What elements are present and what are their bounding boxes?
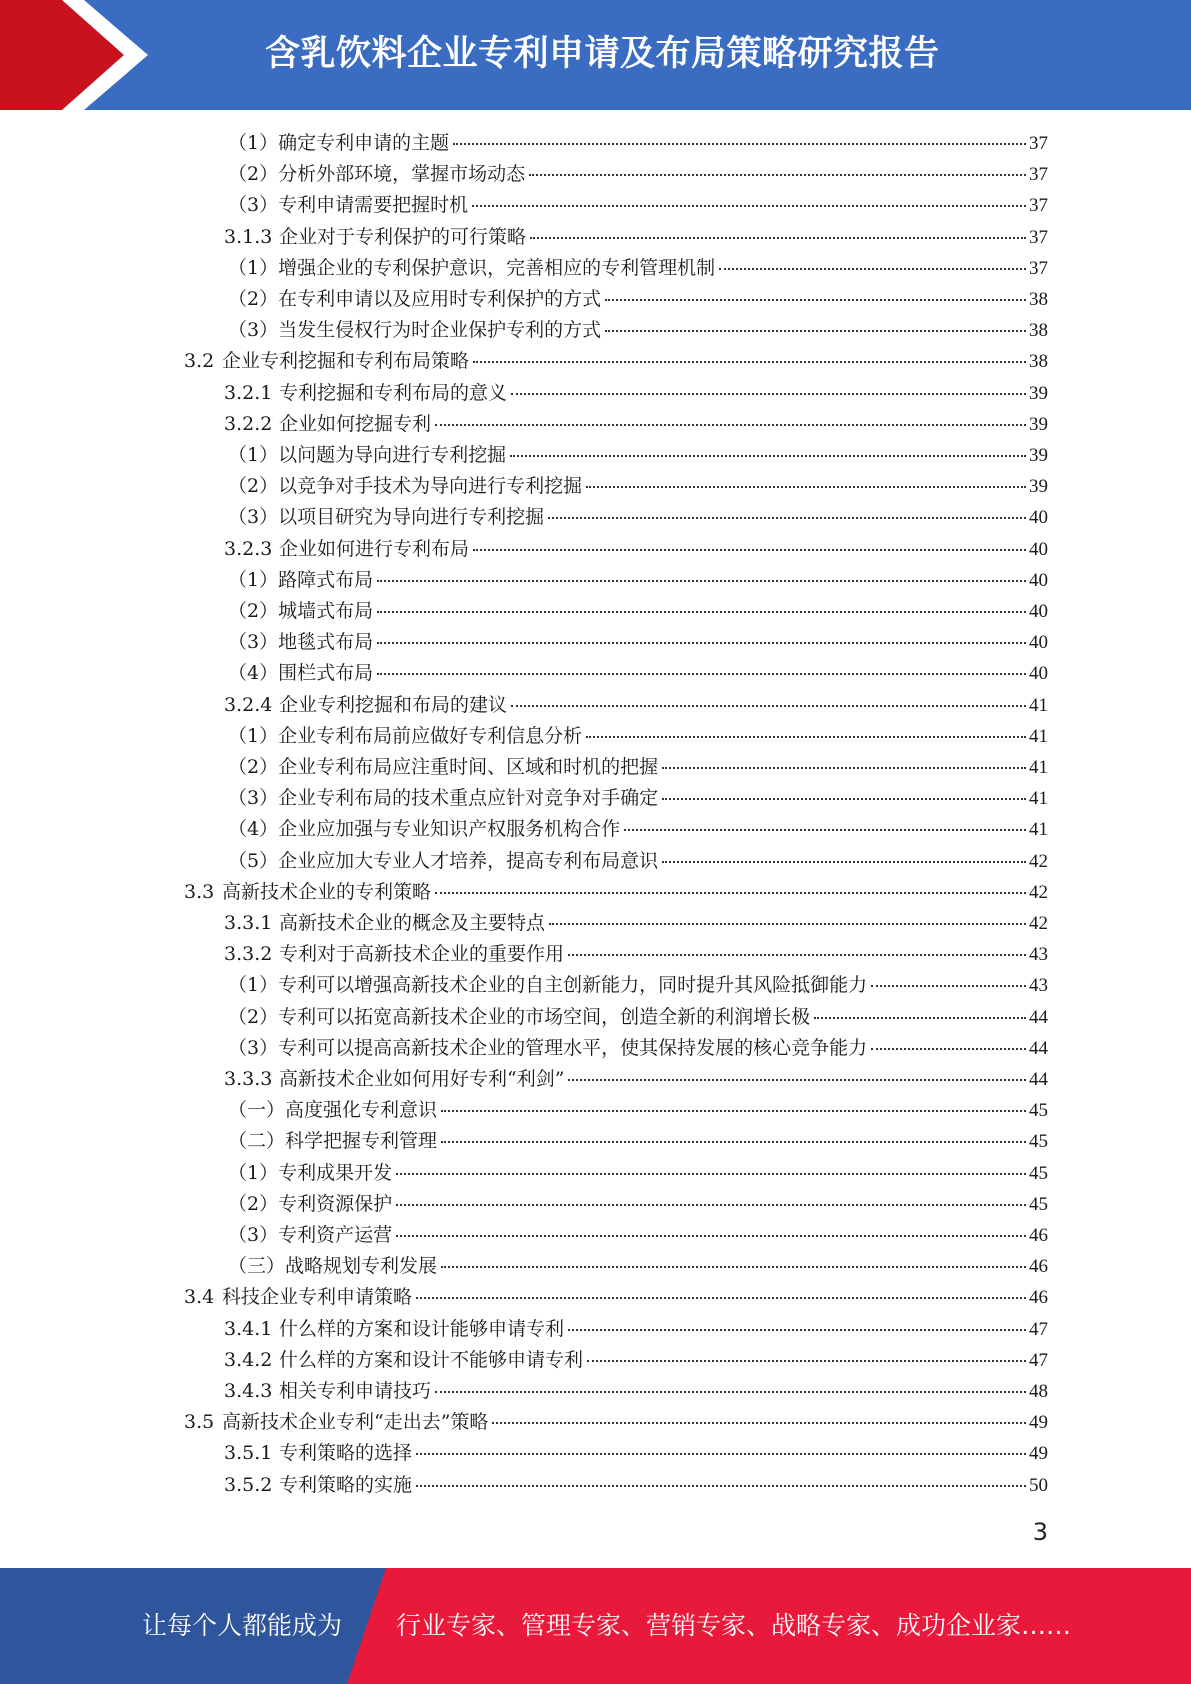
- toc-entry-title: 相关专利申请技巧: [279, 1380, 432, 1402]
- report-title: 含乳饮料企业专利申请及布局策略研究报告: [265, 34, 940, 74]
- toc-entry[interactable]: [228, 1251, 1048, 1282]
- toc-entry-number: 3.2.1: [224, 381, 273, 404]
- toc-entry[interactable]: [228, 128, 1048, 159]
- toc-entry[interactable]: [224, 690, 1048, 721]
- toc-entry-title: （2）专利资源保护: [228, 1192, 393, 1215]
- toc-entry[interactable]: [228, 440, 1048, 471]
- toc-entry-title: （2）以竞争对手技术为导向进行专利挖掘: [228, 475, 583, 498]
- toc-entry-number: 3.2.4: [224, 693, 273, 716]
- toc-entry-title: （3）专利资产运营: [228, 1224, 393, 1246]
- toc-entry-title: 专利对于高新技术企业的重要作用: [279, 943, 565, 966]
- toc-entry-number: 3.3.1: [224, 912, 273, 934]
- header-arrow-decoration: [0, 0, 160, 110]
- toc-dot-leader: [605, 299, 1026, 301]
- toc-entry-page: 43: [1029, 944, 1048, 966]
- toc-dot-leader: [662, 861, 1026, 863]
- toc-entry-page: 37: [1029, 226, 1048, 248]
- toc-entry-title: 什么样的方案和设计不能够申请专利: [279, 1348, 584, 1371]
- toc-dot-leader: [473, 549, 1026, 551]
- toc-dot-leader: [586, 486, 1026, 488]
- toc-entry[interactable]: [224, 409, 1048, 440]
- toc-entry-title: （3）专利申请需要把握时机: [228, 194, 469, 217]
- toc-entry-title: （1）以问题为导向进行专利挖掘: [228, 444, 507, 466]
- toc-dot-leader: [510, 455, 1026, 457]
- toc-entry-title: （5）企业应加大专业人才培养，提高专利布局意识: [228, 849, 659, 872]
- toc-dot-leader: [435, 892, 1026, 894]
- toc-dot-leader: [396, 1173, 1026, 1175]
- toc-entry-page: 39: [1029, 382, 1048, 404]
- toc-entry-page: 37: [1029, 133, 1048, 154]
- toc-entry-page: 37: [1029, 257, 1048, 279]
- toc-entry-title: （3）地毯式布局: [228, 631, 374, 654]
- toc-entry[interactable]: [228, 721, 1048, 752]
- toc-entry[interactable]: [224, 1345, 1048, 1376]
- toc-entry-number: 3.2.3: [224, 537, 273, 560]
- toc-entry-title: （3）以项目研究为导向进行专利挖掘: [228, 506, 545, 529]
- toc-entry-title: 企业专利挖掘和专利布局策略: [222, 350, 470, 373]
- toc-entry[interactable]: [228, 502, 1048, 533]
- toc-entry-page: 47: [1029, 1349, 1048, 1371]
- toc-entry-page: 40: [1029, 569, 1048, 591]
- toc-entry[interactable]: [228, 159, 1048, 190]
- toc-entry[interactable]: [228, 471, 1048, 502]
- toc-dot-leader: [530, 237, 1026, 239]
- toc-entry[interactable]: [228, 627, 1048, 658]
- toc-entry[interactable]: [224, 939, 1048, 970]
- toc-entry-title: 企业如何挖掘专利: [279, 412, 432, 435]
- toc-dot-leader: [719, 268, 1026, 270]
- toc-entry[interactable]: [184, 1282, 1048, 1313]
- toc-entry-title: 企业如何进行专利布局: [279, 537, 470, 560]
- toc-entry[interactable]: [184, 877, 1048, 908]
- toc-entry-title: （二）科学把握专利管理: [228, 1130, 438, 1153]
- toc-entry-title: 什么样的方案和设计能够申请专利: [279, 1317, 565, 1340]
- toc-entry-title: （4）围栏式布局: [228, 662, 374, 685]
- toc-dot-leader: [435, 1391, 1026, 1393]
- toc-entry-title: （1）路障式布局: [228, 568, 374, 591]
- toc-entry-number: 3.2.2: [224, 412, 273, 435]
- toc-entry-title: （1）专利成果开发: [228, 1161, 393, 1184]
- toc-dot-leader: [586, 736, 1026, 738]
- toc-dot-leader: [662, 798, 1026, 800]
- toc-dot-leader: [871, 1048, 1026, 1050]
- toc-entry[interactable]: [228, 1002, 1048, 1033]
- toc-entry-title: 高新技术企业的专利策略: [222, 880, 432, 903]
- toc-entry-number: 3.5: [184, 1411, 215, 1434]
- toc-entry-page: 41: [1029, 725, 1048, 747]
- toc-entry-title: （1）确定专利申请的主题: [228, 132, 450, 154]
- toc-entry[interactable]: [228, 814, 1048, 845]
- toc-dot-leader: [396, 1204, 1026, 1206]
- toc-dot-leader: [814, 1017, 1026, 1019]
- toc-entry-number: 3.2: [184, 350, 215, 373]
- toc-entry[interactable]: [228, 783, 1048, 814]
- toc-entry-title: （2）企业专利布局应注重时间、区域和时机的把握: [228, 756, 659, 778]
- toc-entry[interactable]: [224, 222, 1048, 253]
- toc-entry-page: 49: [1029, 1412, 1048, 1434]
- toc-entry-page: 38: [1029, 320, 1048, 342]
- toc-dot-leader: [377, 611, 1026, 613]
- page-header: [0, 0, 1191, 110]
- toc-entry[interactable]: [224, 1470, 1048, 1501]
- toc-entry-number: 3.3.2: [224, 943, 273, 966]
- toc-dot-leader: [441, 1266, 1026, 1268]
- toc-entry[interactable]: [228, 315, 1048, 346]
- toc-entry-page: 43: [1029, 975, 1048, 997]
- toc-entry-page: 46: [1029, 1225, 1048, 1246]
- toc-dot-leader: [568, 1079, 1026, 1081]
- toc-entry-page: 39: [1029, 413, 1048, 435]
- toc-entry[interactable]: [228, 284, 1048, 315]
- toc-entry-page: 38: [1029, 351, 1048, 373]
- toc-entry-title: 专利策略的选择: [279, 1442, 413, 1465]
- toc-entry[interactable]: [224, 534, 1048, 565]
- toc-dot-leader: [416, 1453, 1026, 1455]
- toc-entry-title: （2）专利可以拓宽高新技术企业的市场空间，创造全新的利润增长极: [228, 1005, 811, 1028]
- toc-entry-page: 45: [1029, 1162, 1048, 1184]
- toc-entry[interactable]: [228, 846, 1048, 877]
- footer-slogan-right: 行业专家、管理专家、营销专家、战略专家、成功企业家……: [396, 1611, 1072, 1640]
- toc-entry-page: 46: [1029, 1256, 1048, 1278]
- toc-entry-number: 3.4.1: [224, 1317, 273, 1340]
- toc-entry-page: 50: [1029, 1474, 1048, 1496]
- toc-entry[interactable]: [224, 1314, 1048, 1345]
- toc-entry-page: 41: [1029, 694, 1048, 716]
- toc-entry[interactable]: [184, 1407, 1048, 1438]
- toc-dot-leader: [441, 1110, 1026, 1112]
- toc-entry-title: （2）在专利申请以及应用时专利保护的方式: [228, 288, 602, 310]
- toc-dot-leader: [529, 174, 1026, 176]
- toc-dot-leader: [568, 954, 1026, 956]
- toc-entry-number: 3.5.2: [224, 1473, 273, 1496]
- toc-entry[interactable]: [228, 596, 1048, 627]
- toc-dot-leader: [377, 642, 1026, 644]
- toc-entry-number: 3.1.3: [224, 225, 273, 248]
- toc-entry-number: 3.4.2: [224, 1348, 273, 1371]
- toc-entry-title: 高新技术企业专利“走出去”策略: [222, 1411, 489, 1434]
- toc-dot-leader: [453, 143, 1026, 145]
- toc-dot-leader: [396, 1235, 1026, 1237]
- toc-entry-title: 企业对于专利保护的可行策略: [279, 225, 527, 248]
- toc-entry-page: 39: [1029, 445, 1048, 466]
- toc-dot-leader: [511, 705, 1026, 707]
- toc-entry-title: 专利策略的实施: [279, 1473, 413, 1496]
- toc-dot-leader: [548, 517, 1026, 519]
- toc-entry[interactable]: [228, 1158, 1048, 1189]
- toc-dot-leader: [473, 361, 1026, 363]
- toc-entry[interactable]: [228, 970, 1048, 1001]
- toc-entry-page: 45: [1029, 1100, 1048, 1122]
- toc-dot-leader: [568, 1329, 1026, 1331]
- toc-entry-title: 高新技术企业如何用好专利“利剑”: [279, 1068, 565, 1090]
- toc-entry[interactable]: [224, 1376, 1048, 1407]
- toc-dot-leader: [492, 1422, 1026, 1424]
- toc-entry[interactable]: [224, 1438, 1048, 1469]
- toc-entry[interactable]: [228, 1095, 1048, 1126]
- toc-entry-page: 37: [1029, 164, 1048, 186]
- toc-entry-title: （1）企业专利布局前应做好专利信息分析: [228, 724, 583, 747]
- toc-entry-title: （1）专利可以增强高新技术企业的自主创新能力，同时提升其风险抵御能力: [228, 974, 868, 997]
- toc-entry[interactable]: [228, 1189, 1048, 1220]
- toc-entry[interactable]: [228, 658, 1048, 689]
- toc-dot-leader: [377, 580, 1026, 582]
- toc-entry[interactable]: [224, 908, 1048, 939]
- toc-entry-title: 企业专利挖掘和布局的建议: [279, 693, 508, 716]
- toc-entry-page: 41: [1029, 819, 1048, 841]
- toc-entry-page: 40: [1029, 663, 1048, 685]
- toc-entry-page: 46: [1029, 1287, 1048, 1309]
- toc-dot-leader: [472, 205, 1026, 207]
- toc-entry-page: 47: [1029, 1318, 1048, 1340]
- toc-dot-leader: [549, 923, 1026, 925]
- toc-entry-page: 40: [1029, 601, 1048, 622]
- toc-entry-page: 44: [1029, 1006, 1048, 1028]
- toc-entry-title: 专利挖掘和专利布局的意义: [279, 381, 508, 404]
- toc-entry-title: （一）高度强化专利意识: [228, 1099, 438, 1122]
- toc-entry-title: （2）分析外部环境，掌握市场动态: [228, 163, 526, 186]
- toc-entry-title: （3）专利可以提高高新技术企业的管理水平，使其保持发展的核心竞争能力: [228, 1036, 868, 1059]
- toc-entry[interactable]: [228, 253, 1048, 284]
- toc-dot-leader: [377, 673, 1026, 675]
- toc-entry[interactable]: [224, 378, 1048, 409]
- toc-dot-leader: [662, 767, 1026, 769]
- toc-dot-leader: [587, 1360, 1026, 1362]
- toc-entry-page: 40: [1029, 538, 1048, 560]
- toc-entry-number: 3.3: [184, 880, 215, 903]
- toc-entry-page: 40: [1029, 632, 1048, 654]
- toc-entry-page: 40: [1029, 507, 1048, 529]
- toc-entry-page: 48: [1029, 1381, 1048, 1402]
- toc-dot-leader: [511, 393, 1026, 395]
- toc-dot-leader: [441, 1141, 1026, 1143]
- toc-dot-leader: [416, 1485, 1026, 1487]
- toc-entry-title: （1）增强企业的专利保护意识，完善相应的专利管理机制: [228, 256, 716, 279]
- toc-entry[interactable]: [228, 1220, 1048, 1251]
- toc-entry-title: （3）企业专利布局的技术重点应针对竞争对手确定: [228, 787, 659, 810]
- page-footer: [0, 1568, 1191, 1684]
- footer-slogan-left: 让每个人都能成为: [142, 1611, 343, 1640]
- toc-entry-title: （三）战略规划专利发展: [228, 1255, 438, 1278]
- toc-entry-page: 44: [1029, 1069, 1048, 1090]
- toc-entry-title: （2）城墙式布局: [228, 600, 374, 622]
- toc-entry-page: 45: [1029, 1193, 1048, 1215]
- toc-entry-page: 37: [1029, 195, 1048, 217]
- page-number: 3: [1032, 1518, 1048, 1546]
- toc-entry-page: 49: [1029, 1443, 1048, 1465]
- toc-entry-page: 41: [1029, 757, 1048, 778]
- toc-dot-leader: [871, 985, 1026, 987]
- toc-dot-leader: [605, 330, 1026, 332]
- toc-entry[interactable]: [228, 1033, 1048, 1064]
- toc-entry-page: 42: [1029, 913, 1048, 934]
- toc-entry-page: 41: [1029, 788, 1048, 810]
- toc-entry-title: （3）当发生侵权行为时企业保护专利的方式: [228, 319, 602, 342]
- toc-entry-number: 3.4: [184, 1286, 215, 1309]
- toc-entry-page: 39: [1029, 476, 1048, 498]
- toc-entry-number: 3.4.3: [224, 1380, 273, 1402]
- toc-dot-leader: [416, 1297, 1026, 1299]
- toc-entry[interactable]: [228, 190, 1048, 221]
- toc-entry[interactable]: [228, 752, 1048, 783]
- toc-dot-leader: [624, 829, 1026, 831]
- toc-entry-page: 42: [1029, 850, 1048, 872]
- toc-entry-number: 3.3.3: [224, 1068, 273, 1090]
- toc-entry-page: 38: [1029, 289, 1048, 310]
- toc-entry-title: 高新技术企业的概念及主要特点: [279, 912, 546, 934]
- toc-entry-page: 45: [1029, 1131, 1048, 1153]
- toc-entry-number: 3.5.1: [224, 1442, 273, 1465]
- toc-dot-leader: [435, 424, 1026, 426]
- toc-entry[interactable]: [228, 1126, 1048, 1157]
- toc-entry-title: （4）企业应加强与专业知识产权服务机构合作: [228, 818, 621, 841]
- toc-entry[interactable]: [224, 1064, 1048, 1095]
- toc-entry-page: 44: [1029, 1037, 1048, 1059]
- toc-entry-page: 42: [1029, 881, 1048, 903]
- toc-entry-title: 科技企业专利申请策略: [222, 1286, 413, 1309]
- toc-entry[interactable]: [228, 565, 1048, 596]
- toc-entry[interactable]: [184, 346, 1048, 377]
